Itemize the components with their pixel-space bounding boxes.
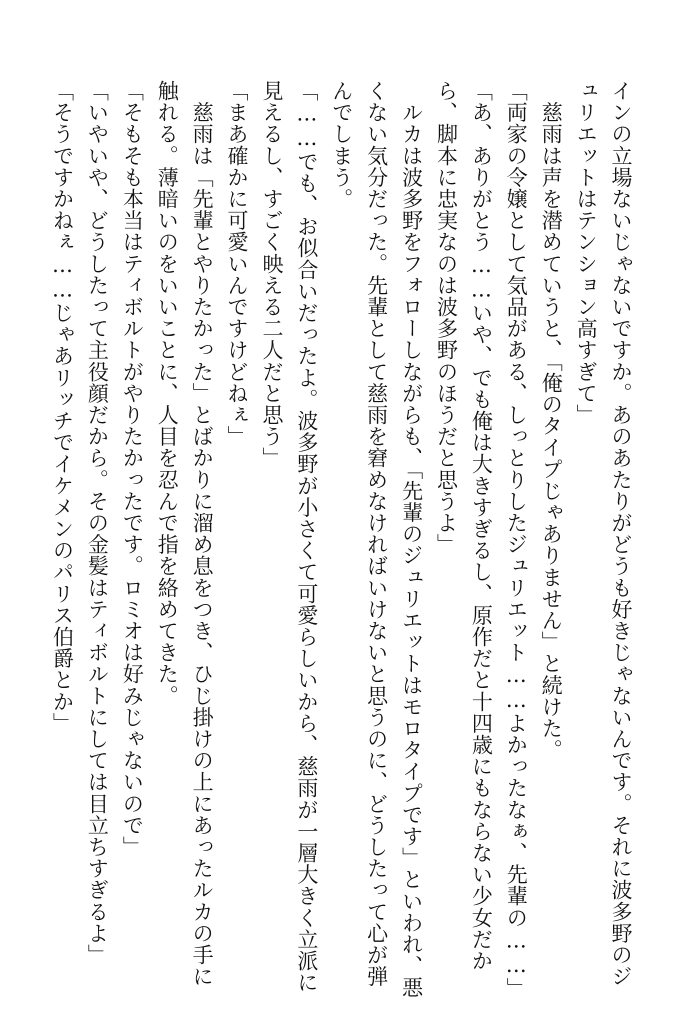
text-line: 慈雨は「先輩とやりたかった」とばかりに溜め息をつき、ひじ掛けの上にあったルカの手に: [190, 80, 215, 988]
text-line: 慈雨は声を潜めていうと、「俺のタイプじゃありません」と続けた。: [539, 80, 564, 761]
vertical-text-body: [45, 80, 638, 1000]
text-line: 見えるし、すごく映える二人だと思う」: [259, 80, 284, 469]
text-line: 「両家の令嬢として気品がある、しっとりしたジュリエット……よかったなぁ、先輩の……」: [504, 80, 529, 1000]
text-line: 「いやいや、どうしたって主役顔だから。その金髪はティボルトにしては目立ちすぎるよ」: [85, 80, 110, 966]
text-line: くない気分だった。先輩として慈雨を窘めなければいけないと思うのに、どうしたって心が弾: [364, 80, 389, 988]
text-line: 「……でも、お似合いだったよ。波多野が小さくて可愛らしいから、慈雨が一層大きく立派に: [294, 80, 319, 994]
text-line: んでしまう。: [329, 80, 354, 210]
text-line: インの立場ないじゃないですか。あのあたりがどうも好きじゃないんです。それに波多野のジ: [609, 80, 633, 988]
text-line: ルカは波多野をフォローしながらも、「先輩のジュリエットはモロタイプです」といわれ、悪: [399, 80, 424, 999]
text-line: 「そうですかねぇ……じゃあリッチでイケメンのパリス伯爵とか」: [50, 80, 75, 734]
text-line: 「そもそも本当はティボルトがやりたかったです。ロミオは好みじゃないので」: [120, 80, 145, 858]
text-line: ら、脚本に忠実なのは波多野のほうだと思うよ」: [434, 80, 459, 556]
text-line: ュリエットはテンション高すぎて」: [574, 80, 599, 426]
text-line: 触れる。薄暗いのをいいことに、人目を忍んで指を絡めてきた。: [155, 80, 180, 707]
text-line: 「あ、ありがとう……いや、でも俺は大きすぎるし、原作だと十四歳にもならない少女だか: [469, 80, 494, 972]
text-line: 「まあ確かに可愛いんですけどねぇ」: [225, 80, 250, 448]
